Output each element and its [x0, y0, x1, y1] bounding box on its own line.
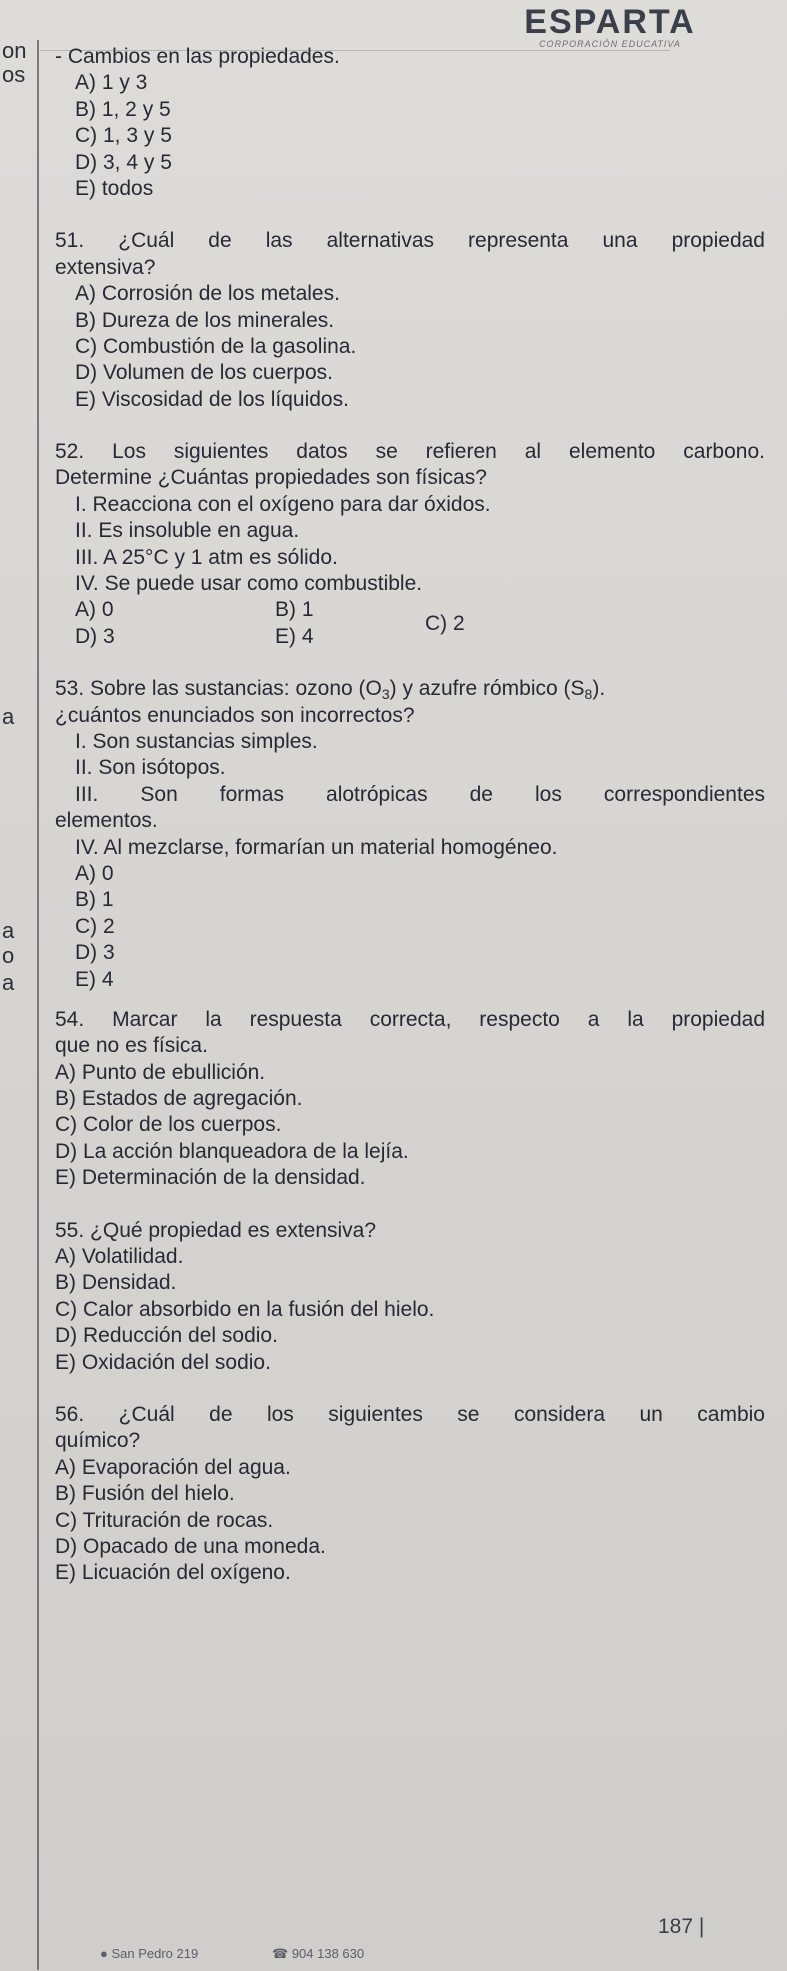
margin-fragment: a: [2, 704, 15, 729]
statement-3-cont: elementos.: [55, 809, 158, 833]
question-text: 54. Marcar la respuesta correcta, respecto a la propiedad: [55, 1007, 765, 1031]
footer-phone: ☎ 904 138 630: [272, 1946, 365, 1961]
margin-fragment: a: [2, 970, 15, 995]
option-c: C) Trituración de rocas.: [55, 1508, 274, 1532]
option-a: A) 1 y 3: [75, 71, 148, 95]
option-d: D) La acción blanqueadora de la lejía.: [55, 1139, 409, 1163]
option-a: A) Punto de ebullición.: [55, 1060, 266, 1084]
question-text: Determine ¿Cuántas propiedades son físicas?: [55, 466, 487, 490]
option-e: E) todos: [75, 176, 154, 200]
option-a: A) 0: [75, 861, 114, 885]
question-text: ¿cuántos enunciados son incorrectos?: [55, 703, 415, 727]
page-number: 187 |: [658, 1915, 705, 1938]
prev-question-line: - Cambios en las propiedades.: [55, 45, 340, 68]
question-55: [55, 1218, 765, 1376]
option-d: D) 3, 4 y 5: [75, 150, 172, 174]
option-a: A) Volatilidad.: [55, 1245, 184, 1269]
option-b: B) Fusión del hielo.: [55, 1482, 235, 1506]
statement-4: IV. Al mezclarse, formarían un material homogéneo.: [75, 835, 558, 859]
option-b: B) Densidad.: [55, 1271, 177, 1295]
option-e: E) Oxidación del sodio.: [55, 1350, 271, 1374]
statement-3: III. Son formas alotrópicas de los correspondientes: [75, 782, 765, 806]
option-e: E) Licuación del oxígeno.: [55, 1561, 291, 1585]
statement-1: I. Reacciona con el oxígeno para dar óxidos.: [75, 492, 491, 516]
option-b: B) 1, 2 y 5: [75, 97, 171, 121]
option-e: E) Viscosidad de los líquidos.: [75, 387, 349, 411]
location-pin-icon: ●: [100, 1946, 108, 1961]
question-53: [55, 676, 765, 993]
phone-icon: ☎: [272, 1946, 289, 1961]
question-text: químico?: [55, 1429, 141, 1453]
question-51: [55, 228, 765, 413]
option-d: D) Reducción del sodio.: [55, 1324, 278, 1348]
statement-4: IV. Se puede usar como combustible.: [75, 572, 423, 596]
question-text: 53. Sobre las sustancias: ozono $(O_3)$ y azufre rómbico $(S_8)$.: [55, 677, 606, 703]
statement-1: I. Son sustancias simples.: [75, 729, 318, 753]
option-e: E) 4: [75, 967, 114, 991]
statement-2: II. Son isótopos.: [75, 756, 226, 780]
option-c: C) 2: [75, 914, 115, 938]
option-b: B) 1: [275, 598, 314, 622]
option-b: B) 1: [75, 888, 114, 912]
option-a: A) 0: [75, 598, 114, 622]
margin-fragment: a: [2, 918, 15, 943]
option-c: C) Combustión de la gasolina.: [75, 334, 357, 358]
option-c: C) Calor absorbido en la fusión del hielo.: [55, 1297, 435, 1321]
option-b: B) Estados de agregación.: [55, 1087, 303, 1111]
option-e: E) 4: [275, 624, 314, 648]
option-d: D) 3: [75, 941, 115, 965]
option-d: D) Opacado de una moneda.: [55, 1534, 326, 1558]
question-text: 56. ¿Cuál de los siguientes se considera un cambio: [55, 1402, 765, 1426]
statement-3: III. A 25°C y 1 atm es sólido.: [75, 545, 338, 569]
option-d: D) Volumen de los cuerpos.: [75, 361, 333, 385]
logo-text: ESPARTA: [524, 3, 696, 41]
options-row: [55, 624, 765, 650]
footer-address: ● San Pedro 219: [100, 1946, 199, 1961]
question-text: 52. Los siguientes datos se refieren al elemento carbono.: [55, 440, 765, 464]
margin-fragment: o: [2, 943, 15, 968]
question-text: 55. ¿Qué propiedad es extensiva?: [55, 1218, 377, 1242]
option-b: B) Dureza de los minerales.: [75, 308, 335, 332]
option-c: C) Color de los cuerpos.: [55, 1113, 282, 1137]
margin-fragment: os: [2, 62, 26, 87]
option-c: C) 2: [425, 612, 465, 636]
question-52: [55, 439, 765, 650]
column-divider: [37, 40, 39, 1970]
question-54: [55, 1007, 765, 1192]
question-text: que no es física.: [55, 1034, 208, 1058]
option-e: E) Determinación de la densidad.: [55, 1166, 366, 1190]
option-d: D) 3: [75, 624, 115, 648]
logo-subtitle: CORPORACIÓN EDUCATIVA: [539, 39, 681, 49]
option-a: A) Evaporación del agua.: [55, 1455, 291, 1479]
question-text: 51. ¿Cuál de las alternativas representa una propiedad: [55, 229, 765, 253]
option-c: C) 1, 3 y 5: [75, 124, 172, 148]
question-56: [55, 1402, 765, 1587]
margin-fragment: on: [2, 38, 27, 63]
statement-2: II. Es insoluble en agua.: [75, 519, 300, 543]
question-column: [55, 44, 765, 1587]
question-text: extensiva?: [55, 255, 156, 279]
option-a: A) Corrosión de los metales.: [75, 282, 340, 306]
